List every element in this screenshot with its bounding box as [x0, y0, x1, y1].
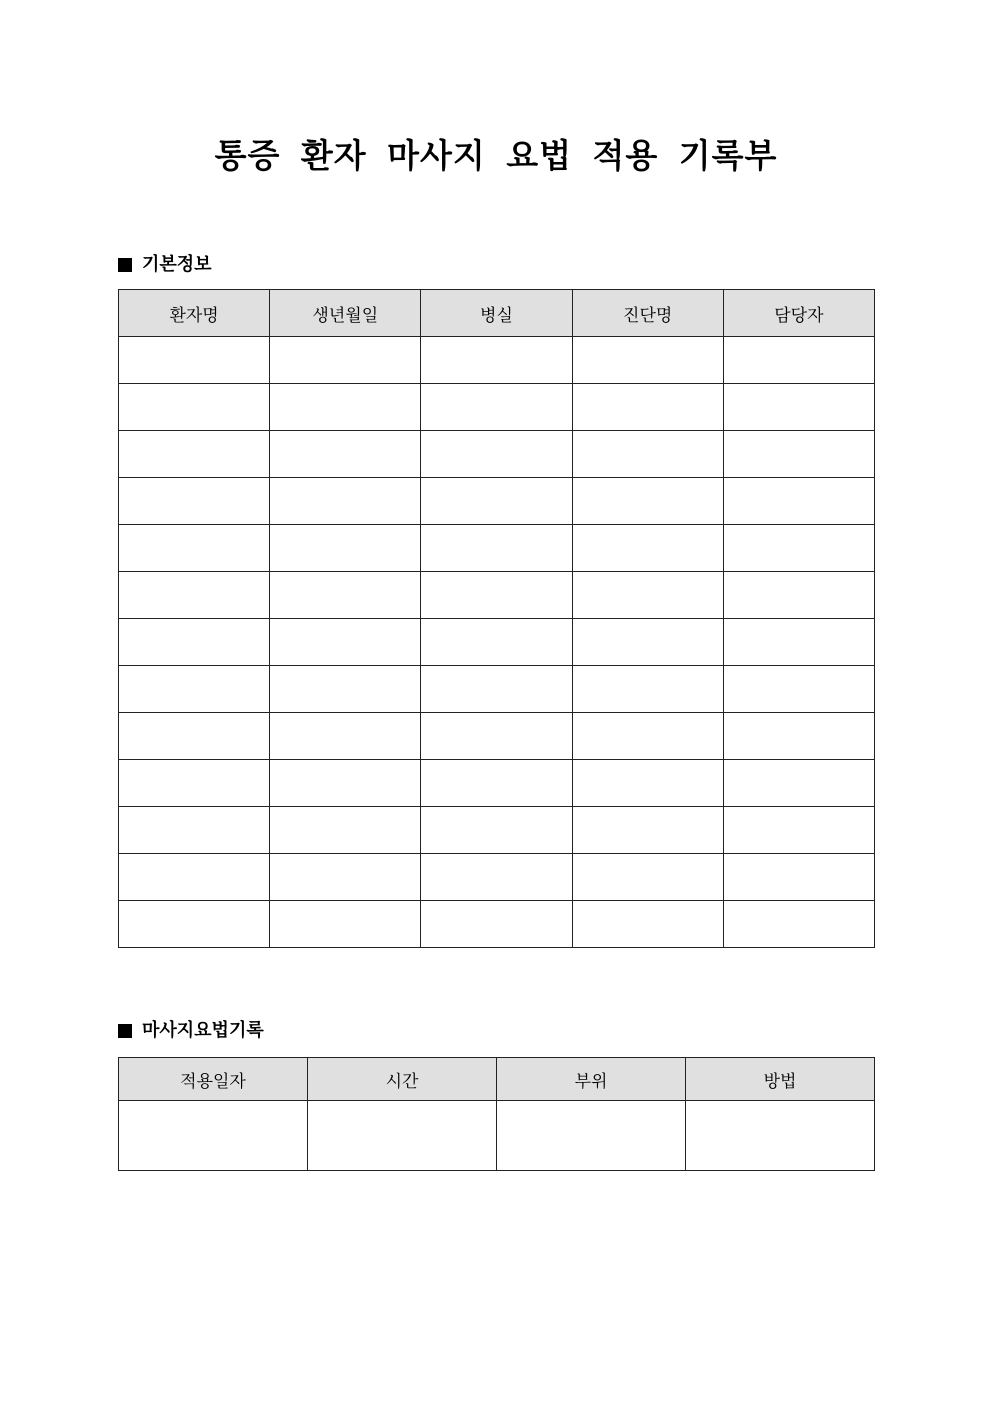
table-row: [119, 760, 875, 807]
table-cell[interactable]: [723, 854, 874, 901]
table-cell[interactable]: [270, 572, 421, 619]
column-header-date: 적용일자: [119, 1058, 308, 1101]
table-row: [119, 713, 875, 760]
table-cell[interactable]: [572, 619, 723, 666]
table-row: [119, 1101, 875, 1171]
table-row: [119, 384, 875, 431]
column-header-diagnosis: 진단명: [572, 290, 723, 337]
table-cell[interactable]: [119, 525, 270, 572]
table-header-row: [119, 1058, 875, 1101]
table-cell[interactable]: [572, 901, 723, 948]
table-cell[interactable]: [723, 619, 874, 666]
table-cell[interactable]: [270, 807, 421, 854]
section-heading-massage-record: [118, 1019, 264, 1043]
table-cell[interactable]: [421, 525, 572, 572]
table-cell[interactable]: [572, 431, 723, 478]
table-cell[interactable]: [723, 807, 874, 854]
table-row: [119, 572, 875, 619]
table-cell[interactable]: [119, 854, 270, 901]
table-cell[interactable]: [723, 478, 874, 525]
table-cell[interactable]: [270, 337, 421, 384]
table-cell[interactable]: [572, 572, 723, 619]
column-header-patient-name: 환자명: [119, 290, 270, 337]
table-cell[interactable]: [119, 807, 270, 854]
table-cell[interactable]: [572, 713, 723, 760]
table-cell[interactable]: [421, 666, 572, 713]
table-cell[interactable]: [270, 431, 421, 478]
table-cell[interactable]: [723, 760, 874, 807]
table-cell[interactable]: [723, 431, 874, 478]
table-cell[interactable]: [119, 1101, 308, 1171]
table-cell[interactable]: [421, 760, 572, 807]
table-row: [119, 478, 875, 525]
table-cell[interactable]: [119, 431, 270, 478]
table-cell[interactable]: [270, 713, 421, 760]
table-cell[interactable]: [421, 337, 572, 384]
section-heading-label: 마사지요법기록: [142, 1020, 264, 1041]
table-cell[interactable]: [270, 478, 421, 525]
table-cell[interactable]: [421, 619, 572, 666]
table-cell[interactable]: [572, 854, 723, 901]
table-row: [119, 901, 875, 948]
column-header-area: 부위: [497, 1058, 686, 1101]
table-cell[interactable]: [723, 525, 874, 572]
table-cell[interactable]: [723, 572, 874, 619]
table-row: [119, 525, 875, 572]
table-cell[interactable]: [572, 807, 723, 854]
table-cell[interactable]: [119, 901, 270, 948]
square-bullet-icon: [118, 258, 132, 272]
table-cell[interactable]: [572, 337, 723, 384]
table-cell[interactable]: [723, 384, 874, 431]
table-cell[interactable]: [421, 384, 572, 431]
table-cell[interactable]: [270, 384, 421, 431]
table-cell[interactable]: [723, 337, 874, 384]
section-heading-label: 기본정보: [142, 254, 212, 275]
table-cell[interactable]: [421, 431, 572, 478]
table-cell[interactable]: [572, 760, 723, 807]
table-cell[interactable]: [270, 901, 421, 948]
table-cell[interactable]: [497, 1101, 686, 1171]
table-cell[interactable]: [421, 478, 572, 525]
table-cell[interactable]: [119, 337, 270, 384]
table-cell[interactable]: [270, 760, 421, 807]
table-row: [119, 807, 875, 854]
table-cell[interactable]: [270, 666, 421, 713]
section-heading-basic-info: [118, 253, 212, 277]
column-header-staff: 담당자: [723, 290, 874, 337]
table-row: [119, 431, 875, 478]
table-cell[interactable]: [723, 666, 874, 713]
column-header-method: 방법: [686, 1058, 875, 1101]
table-cell[interactable]: [270, 619, 421, 666]
table-cell[interactable]: [119, 572, 270, 619]
basic-info-table: [118, 289, 875, 948]
table-cell[interactable]: [421, 901, 572, 948]
table-cell[interactable]: [119, 713, 270, 760]
table-cell[interactable]: [270, 854, 421, 901]
table-cell[interactable]: [119, 666, 270, 713]
table-cell[interactable]: [723, 713, 874, 760]
table-cell[interactable]: [119, 619, 270, 666]
table-cell[interactable]: [421, 854, 572, 901]
column-header-birth-date: 생년월일: [270, 290, 421, 337]
table-cell[interactable]: [421, 713, 572, 760]
table-row: [119, 854, 875, 901]
table-cell[interactable]: [119, 760, 270, 807]
table-row: [119, 337, 875, 384]
table-cell[interactable]: [421, 572, 572, 619]
table-header-row: [119, 290, 875, 337]
column-header-room: 병실: [421, 290, 572, 337]
table-row: [119, 619, 875, 666]
table-cell[interactable]: [723, 901, 874, 948]
table-cell[interactable]: [308, 1101, 497, 1171]
table-cell[interactable]: [572, 478, 723, 525]
table-cell[interactable]: [686, 1101, 875, 1171]
table-row: [119, 666, 875, 713]
square-bullet-icon: [118, 1024, 132, 1038]
table-cell[interactable]: [572, 525, 723, 572]
table-cell[interactable]: [119, 384, 270, 431]
page-title: 통증 환자 마사지 요법 적용 기록부: [214, 136, 778, 175]
massage-record-table: [118, 1057, 875, 1171]
column-header-time: 시간: [308, 1058, 497, 1101]
table-cell[interactable]: [421, 807, 572, 854]
table-cell[interactable]: [572, 384, 723, 431]
table-cell[interactable]: [572, 666, 723, 713]
table-cell[interactable]: [270, 525, 421, 572]
table-cell[interactable]: [119, 478, 270, 525]
